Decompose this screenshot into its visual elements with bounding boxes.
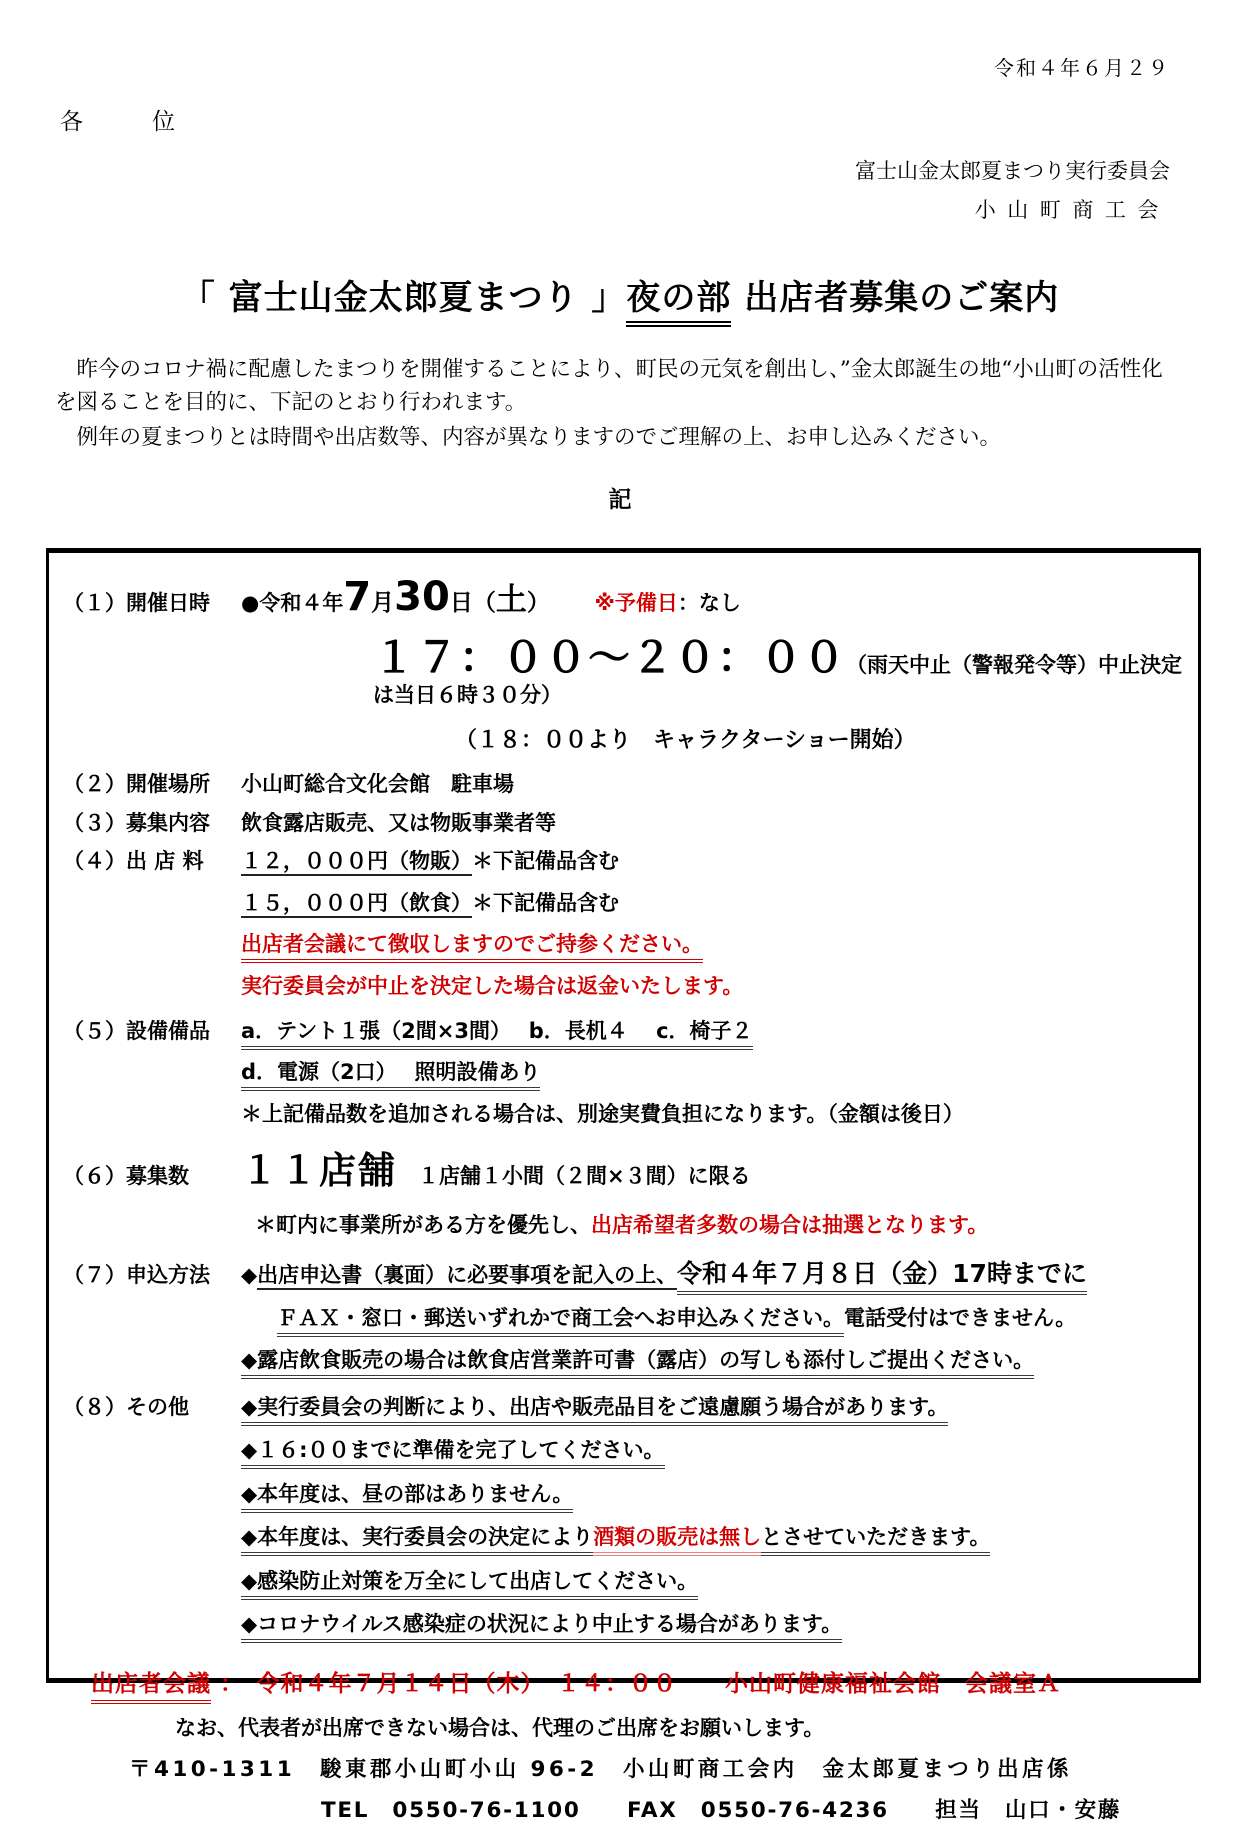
- item2-label: （２）開催場所: [63, 772, 210, 797]
- item7-line1: [241, 1255, 1188, 1294]
- item7-line1-bullet: ◆: [241, 1262, 258, 1287]
- row-3-recruit-content: [63, 807, 1188, 840]
- item4-price1: １２，０００円（物販）: [241, 849, 472, 876]
- title-rest: 出店者募集のご案内: [731, 277, 1060, 318]
- item5-label: （５）設備備品: [63, 1018, 210, 1043]
- vendor-meeting-label: 出店者会議: [91, 1671, 211, 1704]
- item3-label: （３）募集内容: [63, 810, 210, 835]
- item4-label: （４）出 店 料: [63, 849, 204, 874]
- item6-shop-count-rest: １店舗１小間（２間×３間）に限る: [397, 1164, 751, 1189]
- row-4-fee: [63, 845, 1188, 1002]
- document-date: 令和４年６月２９: [994, 56, 1170, 80]
- item1-day-unit: 日（: [449, 589, 496, 616]
- item4-price1-line: [241, 845, 1188, 878]
- row-5-equipment: [63, 1015, 1188, 1131]
- row-8-other: [63, 1391, 1188, 1641]
- item1-label: （１）開催日時: [63, 590, 210, 615]
- item4-red-note-1: 出店者会議にて徴収しますのでご持参ください。: [241, 928, 1188, 961]
- item4-price1-note: ＊下記備品含む: [472, 849, 619, 874]
- item4-price2-note: ＊下記備品含む: [472, 890, 619, 915]
- item7-line1-underlined: 出店申込書（裏面）に必要事項を記入の上、: [257, 1263, 677, 1290]
- row-7-apply: [63, 1255, 1188, 1377]
- item3-text: 飲食露店販売、又は物販事業者等: [241, 810, 556, 835]
- footer-contact: TEL 0550-76-1100 FAX 0550-76-4236 担当 山口・安藤: [321, 1797, 1122, 1823]
- title-open: 「 富士山金太郎夏まつり 」: [180, 277, 627, 318]
- title-night-part: 夜の部: [626, 278, 731, 327]
- item1-month-unit: 月: [371, 589, 395, 616]
- item1-era: ●令和４年: [241, 590, 344, 615]
- item8-line4-post: とさせていただきます。: [761, 1525, 990, 1556]
- item6-shop-count-big: １１店舗: [241, 1149, 397, 1193]
- addressee: 各 位: [60, 109, 175, 135]
- item1-month-number: 7: [343, 573, 372, 620]
- row-time: [373, 633, 1188, 709]
- item6-label: （６）募集数: [63, 1164, 189, 1189]
- item6-note-black: ＊町内に事業所がある方を優先し、: [255, 1212, 591, 1237]
- item8-line6: ◆コロナウイルス感染症の状況により中止する場合があります。: [241, 1609, 1188, 1641]
- item8-line2: ◆１６:００までに準備を完了してください。: [241, 1435, 1188, 1467]
- item7-line2-underlined: ＦＡＸ・窓口・郵送いずれかで商工会へお申込みください。: [277, 1306, 844, 1337]
- intro-paragraphs: [55, 353, 1184, 455]
- item6-note-red: 出店希望者多数の場合は抽選となります。: [591, 1212, 989, 1237]
- sender-block: [0, 152, 1170, 230]
- item4-red-note-2: 実行委員会が中止を決定した場合は返金いたします。: [241, 974, 744, 998]
- item8-label: （８）その他: [63, 1394, 189, 1419]
- item5-line2: d．電源（2口） 照明設備あり: [241, 1056, 1188, 1089]
- item1-weekday: 土: [495, 581, 527, 618]
- item7-line2-rest: 電話受付はできません。: [844, 1306, 1077, 1331]
- item5-note: ＊上記備品数を追加される場合は、別途実費負担になります。（金額は後日）: [241, 1101, 964, 1126]
- footer-address: 〒410-1311 駿東郡小山町小山 96-2 小山町商工会内 金太郎夏まつり出店係: [129, 1756, 1072, 1782]
- page-title: [0, 270, 1240, 319]
- vendor-meeting-details: ： 令和４年７月１４日（木） １４：００ 小山町健康福祉会館 会議室Ａ: [211, 1670, 1062, 1697]
- intro-paragraph-1: 昨今のコロナ禍に配慮したまつりを開催することにより、町民の元気を創出し、”金太郎誕生の地“小山町の活性化を図ることを目的に、下記のとおり行われます。: [55, 356, 1163, 415]
- item1-day-number: 30: [394, 573, 450, 620]
- row-2-place: [63, 768, 1188, 801]
- row-6-shop-count: [63, 1149, 1188, 1193]
- sender-chamber: 小山町商工会: [974, 197, 1170, 222]
- item8-line3: ◆本年度は、昼の部はありません。: [241, 1479, 1188, 1511]
- vendor-meeting-line: [91, 1665, 1188, 1698]
- item7-line1-deadline: 令和４年７月８日（金）17時までに: [677, 1259, 1087, 1295]
- item8-line4-red: 酒類の販売は無し: [593, 1525, 761, 1556]
- item7-label: （７）申込方法: [63, 1262, 210, 1287]
- item8-line4-pre: ◆本年度は、実行委員会の決定により: [241, 1525, 593, 1556]
- item2-text: 小山町総合文化会館 駐車場: [241, 772, 514, 797]
- item8-line5: ◆感染防止対策を万全にして出店してください。: [241, 1566, 1188, 1598]
- ki-heading: 記: [608, 486, 632, 513]
- intro-paragraph-2: 例年の夏まつりとは時間や出店数等、内容が異なりますのでご理解の上、お申し込みください。: [55, 425, 1002, 451]
- footer-proxy-note: なお、代表者が出席できない場合は、代理のご出席をお願いします。: [175, 1715, 825, 1740]
- row-1-date: [63, 573, 1188, 622]
- item4-price2-line: [241, 887, 1188, 920]
- item5-line1: a．テント１張（2間×3間） b．長机４ c．椅子２: [241, 1015, 1188, 1048]
- sender-committee: 富士山金太郎夏まつり実行委員会: [855, 159, 1170, 183]
- item4-price2: １５，０００円（飲食）: [241, 891, 472, 918]
- event-time-note: （雨天中止（警報発令等）中止決定は当日６時３０分）: [373, 653, 1183, 708]
- item7-line3: ◆露店飲食販売の場合は飲食店営業許可書（露店）の写しも添付しご提出ください。: [241, 1344, 1188, 1377]
- row-character-show: （１８：００より キャラクターショー開始）: [455, 728, 916, 754]
- item1-reserve-day-red: ※予備日: [594, 590, 678, 615]
- info-box: [46, 548, 1201, 1823]
- event-time-range: １７：００～２０：００: [373, 633, 847, 683]
- item1-reserve-day-value: ：なし: [677, 590, 741, 615]
- item8-line1: ◆実行委員会の判断により、出店や販売品目をご遠慮願う場合があります。: [241, 1391, 1188, 1424]
- item1-paren-close: ）: [526, 589, 550, 616]
- item7-line2: [277, 1302, 1188, 1335]
- row-6-note: [255, 1209, 1188, 1239]
- item8-line4: [241, 1522, 1188, 1554]
